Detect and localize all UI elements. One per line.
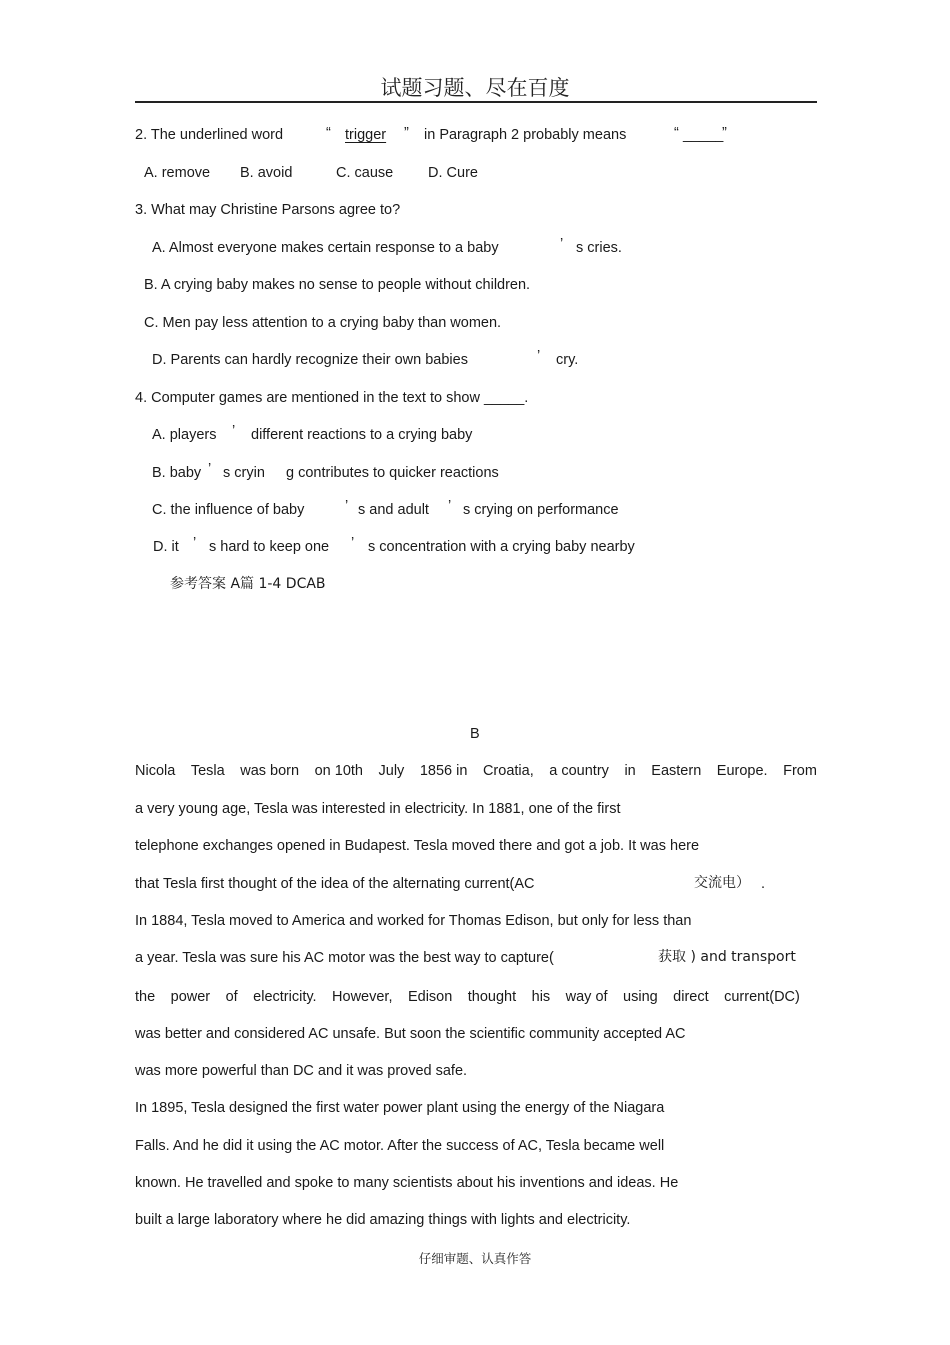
q3-option-c: C. Men pay less attention to a crying baby than women.: [144, 315, 502, 331]
line1-word: a country: [549, 763, 609, 779]
line7-word: However,: [332, 989, 393, 1005]
q3-option-d: D. Parents can hardly recognize their own babies: [152, 352, 468, 368]
line7-word: power: [170, 989, 211, 1005]
q4-option-b-end: g contributes to quicker reactions: [286, 465, 499, 481]
line7-word: his: [531, 989, 551, 1005]
q2-open-quote: “: [326, 125, 331, 141]
q2-blank-close-quote: ”: [722, 125, 727, 141]
line7-word: the: [135, 989, 156, 1005]
q2-option-a: A. remove: [144, 165, 211, 181]
q4-option-a-end: different reactions to a crying baby: [251, 427, 473, 443]
answer-key: 参考答案 A篇 1-4 DCAB: [170, 576, 326, 592]
q2-close-quote: ”: [404, 125, 409, 141]
passage-line-7: [135, 988, 800, 1006]
passage-line-6: a year. Tesla was sure his AC motor was the best way to capture(: [135, 950, 554, 966]
passage-line-10: In 1895, Tesla designed the first water power plant using the energy of the Niagara: [135, 1100, 665, 1116]
line7-word: using: [623, 989, 658, 1005]
passage-line-8: was better and considered AC unsafe. But soon the scientific community accepted AC: [135, 1026, 686, 1042]
line1-word: 1856 in: [419, 763, 468, 779]
page-header-title: 试题习题、尽在百度: [380, 76, 570, 100]
q4-option-a: A. players: [152, 427, 217, 443]
q4-option-d-apostrophe-2: ’: [351, 535, 355, 551]
passage-line-3: telephone exchanges opened in Budapest. Tesla moved there and got a job. It was here: [135, 838, 700, 854]
line1-word: in: [624, 763, 636, 779]
passage-line-1: [135, 762, 817, 780]
q4-option-c-end: s crying on performance: [463, 502, 619, 518]
q4-option-a-apostrophe: ’: [232, 423, 236, 439]
line7-word: electricity.: [253, 989, 317, 1005]
passage-line-11: Falls. And he did it using the AC motor. After the success of AC, Tesla became well: [135, 1138, 665, 1154]
passage-line-4-chinese: 交流电）: [694, 875, 750, 891]
page-footer: 仔细审题、认真作答: [418, 1251, 532, 1266]
q4-option-d: D. it: [153, 539, 179, 555]
q4-option-d-apostrophe-1: ’: [193, 535, 197, 551]
q4-option-c-apostrophe-2: ’: [448, 498, 452, 514]
q3-option-d-end: cry.: [556, 352, 579, 368]
header-divider: [135, 101, 817, 103]
line7-word: thought: [467, 989, 517, 1005]
line7-word: direct: [673, 989, 709, 1005]
passage-line-4-period: .: [761, 876, 766, 892]
passage-line-4: that Tesla first thought of the idea of the alternating current(AC: [135, 876, 535, 892]
line7-word: way of: [565, 989, 608, 1005]
q4-stem: 4. Computer games are mentioned in the text to show _____.: [135, 390, 529, 406]
passage-line-6-end: 获取 ) and transport: [658, 949, 796, 965]
passage-line-2: a very young age, Tesla was interested in electricity. In 1881, one of the first: [135, 801, 621, 817]
passage-heading: B: [470, 726, 480, 742]
line1-word: Europe.: [716, 763, 768, 779]
line1-word: was born: [240, 763, 300, 779]
line1-word: Eastern: [651, 763, 702, 779]
line1-word: on 10th: [314, 763, 363, 779]
q2-blank: _____: [683, 127, 724, 143]
line7-word: of: [225, 989, 238, 1005]
q3-option-b: B. A crying baby makes no sense to people without children.: [144, 277, 531, 293]
q2-option-d: D. Cure: [428, 165, 478, 181]
q4-option-d-mid: s hard to keep one: [209, 539, 330, 555]
q2-option-c: C. cause: [336, 165, 394, 181]
q3-option-a-end: s cries.: [576, 240, 622, 256]
q3-option-d-apostrophe: ’: [537, 348, 541, 364]
line7-word: current(DC): [724, 989, 800, 1005]
passage-line-5: In 1884, Tesla moved to America and worked for Thomas Edison, but only for less than: [135, 913, 692, 929]
q4-option-c: C. the influence of baby: [152, 502, 305, 518]
q2-stem-start: 2. The underlined word: [135, 127, 284, 143]
q2-blank-open-quote: “: [674, 125, 679, 141]
q2-option-b: B. avoid: [240, 165, 293, 181]
q4-option-c-mid: s and adult: [358, 502, 429, 518]
passage-line-12: known. He travelled and spoke to many scientists about his inventions and ideas. He: [135, 1175, 679, 1191]
line1-word: Croatia,: [482, 763, 534, 779]
line1-word: Nicola: [135, 763, 176, 779]
q4-option-c-apostrophe-1: ’: [345, 498, 349, 514]
line1-word: From: [783, 763, 817, 779]
line7-word: Edison: [407, 989, 453, 1005]
q3-stem: 3. What may Christine Parsons agree to?: [135, 202, 401, 218]
q3-option-a-apostrophe: ’: [560, 236, 564, 252]
q4-option-b-apostrophe: ’: [208, 461, 212, 477]
q4-option-b: B. baby: [152, 465, 202, 481]
q4-option-d-end: s concentration with a crying baby nearby: [368, 539, 635, 555]
line1-word: Tesla: [190, 763, 225, 779]
passage-line-13: built a large laboratory where he did amazing things with lights and electricity.: [135, 1212, 631, 1228]
line1-word: July: [378, 763, 405, 779]
q2-stem-end: in Paragraph 2 probably means: [424, 127, 627, 143]
passage-line-9: was more powerful than DC and it was proved safe.: [135, 1063, 468, 1079]
q2-underlined-word: trigger: [345, 127, 387, 143]
q4-option-b-mid: s cryin: [223, 465, 265, 481]
q3-option-a: A. Almost everyone makes certain response to a baby: [152, 240, 499, 256]
